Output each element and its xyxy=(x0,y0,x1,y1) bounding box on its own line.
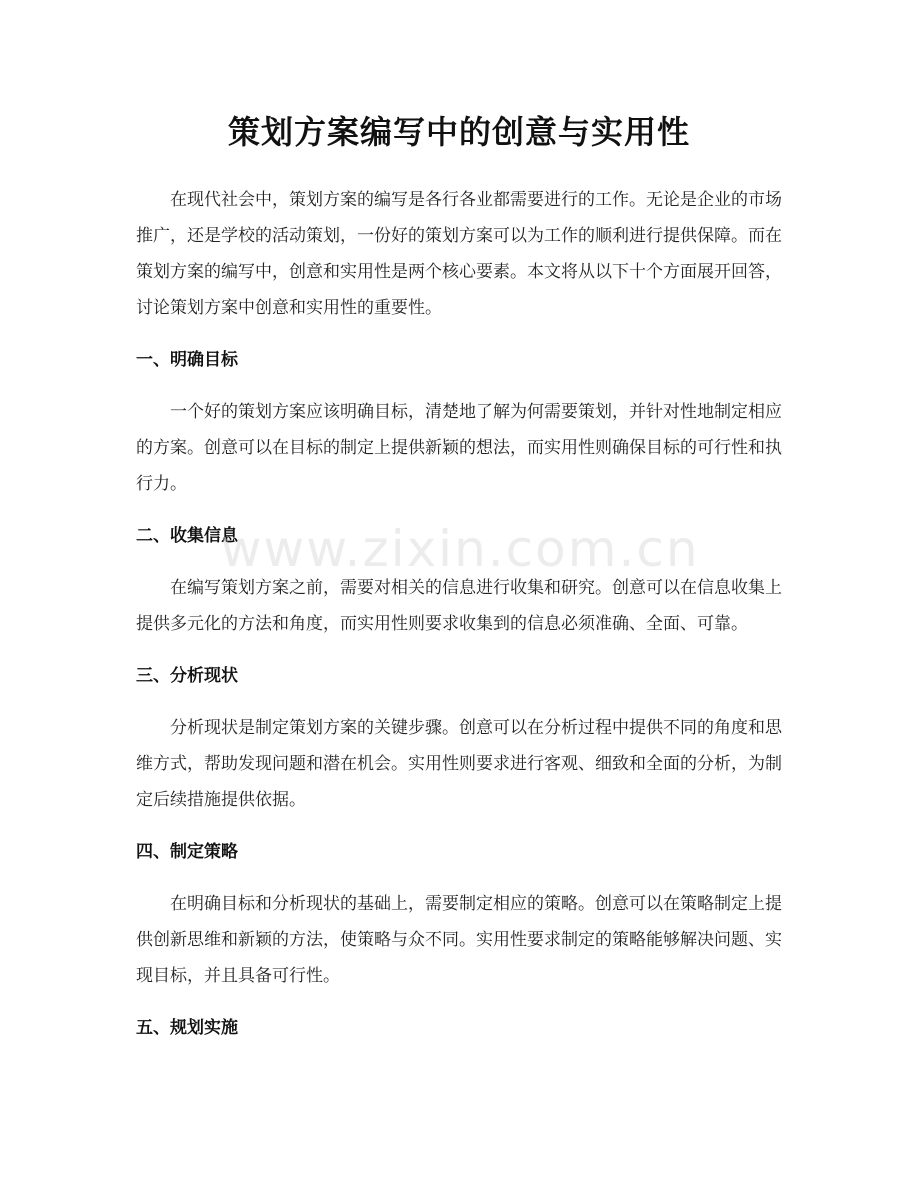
watermark: www.zixin.com.cn xyxy=(220,520,700,578)
intro-paragraph: 在现代社会中，策划方案的编写是各行各业都需要进行的工作。无论是企业的市场推广，还是学校的活动策划，一份好的策划方案可以为工作的顺利进行提供保障。而在策划方案的编写中，创意和实用性是两个核心要素。本文将从以下十个方面展开回答，讨论策划方案中创意和实用性的重要性。 xyxy=(136,190,782,318)
section-paragraph: 在编写策划方案之前，需要对相关的信息进行收集和研究。创意可以在信息收集上提供多元化的方法和角度，而实用性则要求收集到的信息必须准确、全面、可靠。 xyxy=(136,578,782,634)
section-paragraph: 在明确目标和分析现状的基础上，需要制定相应的策略。创意可以在策略制定上提供创新思维和新颖的方法，使策略与众不同。实用性要求制定的策略能够解决问题、实现目标，并且具备可行性。 xyxy=(136,894,782,986)
section-1 xyxy=(136,342,782,502)
section-3 xyxy=(136,658,782,818)
section-heading: 五、规划实施 xyxy=(136,1018,238,1038)
section-heading: 三、分析现状 xyxy=(136,666,238,686)
section-heading: 四、制定策略 xyxy=(136,842,238,862)
section-heading: 一、明确目标 xyxy=(136,350,238,370)
section-4 xyxy=(136,834,782,994)
section-5 xyxy=(136,1010,782,1046)
section-heading: 二、收集信息 xyxy=(136,526,238,546)
section-paragraph: 一个好的策划方案应该明确目标，清楚地了解为何需要策划，并针对性地制定相应的方案。创意可以在目标的制定上提供新颖的想法，而实用性则确保目标的可行性和执行力。 xyxy=(136,402,782,494)
section-paragraph: 分析现状是制定策划方案的关键步骤。创意可以在分析过程中提供不同的角度和思维方式，帮助发现问题和潜在机会。实用性则要求进行客观、细致和全面的分析，为制定后续措施提供依据。 xyxy=(136,718,782,810)
section-2 xyxy=(136,518,782,642)
document-title: 策划方案编写中的创意与实用性 xyxy=(227,113,690,151)
